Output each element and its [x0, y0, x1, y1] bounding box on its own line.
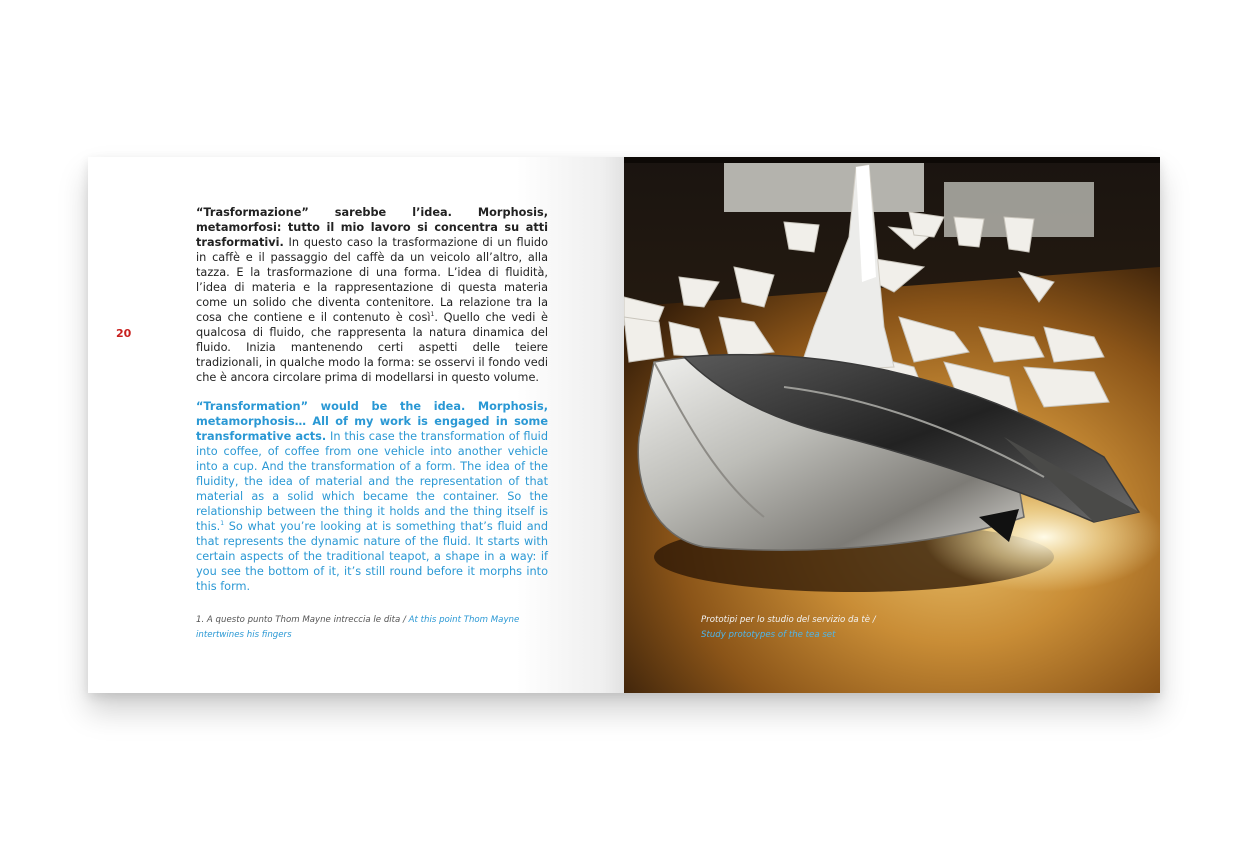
- italian-footnote-ref[interactable]: 1: [430, 311, 435, 319]
- italian-lead: “Trasformazione” sarebbe l’idea. Morphosis, metamorfosi: tutto il mio lavoro si concentra su atti trasformativi.: [196, 206, 548, 249]
- left-page: [88, 157, 624, 693]
- footnote: [196, 613, 536, 643]
- english-body-2: So what you’re looking at is something that’s fluid and that represents the dynamic nature of the fluid. It starts with certain aspects of the traditional teapot, a shape in a way: if you see the bottom of it, it’s still round before it morphs into this form.: [196, 520, 548, 593]
- book-spread: [88, 157, 1160, 693]
- photo-caption: [701, 613, 961, 643]
- text-column: [196, 205, 548, 594]
- italian-body-1: In questo caso la trasformazione di un fluido in caffè e il passaggio del caffè da un veicolo all’altro, alla tazza. E la trasformazione di una forma. L’idea di fluidità, l’idea di materia e la rappresentazione di questa materia come un solido che diventa contenitore. La relazione tra la cosa che contiene e il contenuto è così: [196, 236, 548, 324]
- english-lead: “Transformation” would be the idea. Morphosis, metamorphosis… All of my work is engaged in some transformative acts.: [196, 400, 548, 443]
- right-page: [624, 157, 1160, 693]
- caption-english: Study prototypes of the tea set: [701, 630, 836, 640]
- italian-body-2: . Quello che vedi è qualcosa di fluido, che rappresenta la natura dinamica del fluido. Inizia mantenendo certi aspetti delle teiere tradizionali, in qualche modo la forma: se osservi il fondo vedi che è ancora circolare prima di modellarsi in questo volume.: [196, 311, 548, 384]
- english-paragraph: [196, 399, 548, 594]
- english-footnote-ref[interactable]: 1: [220, 520, 225, 528]
- italian-paragraph: [196, 205, 548, 385]
- footnote-english: At this point Thom Mayne intertwines his fingers: [196, 615, 520, 640]
- footnote-italian: 1. A questo punto Thom Mayne intreccia le dita /: [196, 615, 406, 625]
- english-body-1: In this case the transformation of fluid into coffee, of coffee from one vehicle into another vehicle into a cup. And the transformation of a form. The idea of the fluidity, the idea of material and the representation of that material as a solid which became the container. So the relationship between the thing it holds and the thing itself is this.: [196, 430, 548, 533]
- page-number: 20: [116, 327, 132, 340]
- caption-italian: Prototipi per lo studio del servizio da tè /: [701, 615, 876, 625]
